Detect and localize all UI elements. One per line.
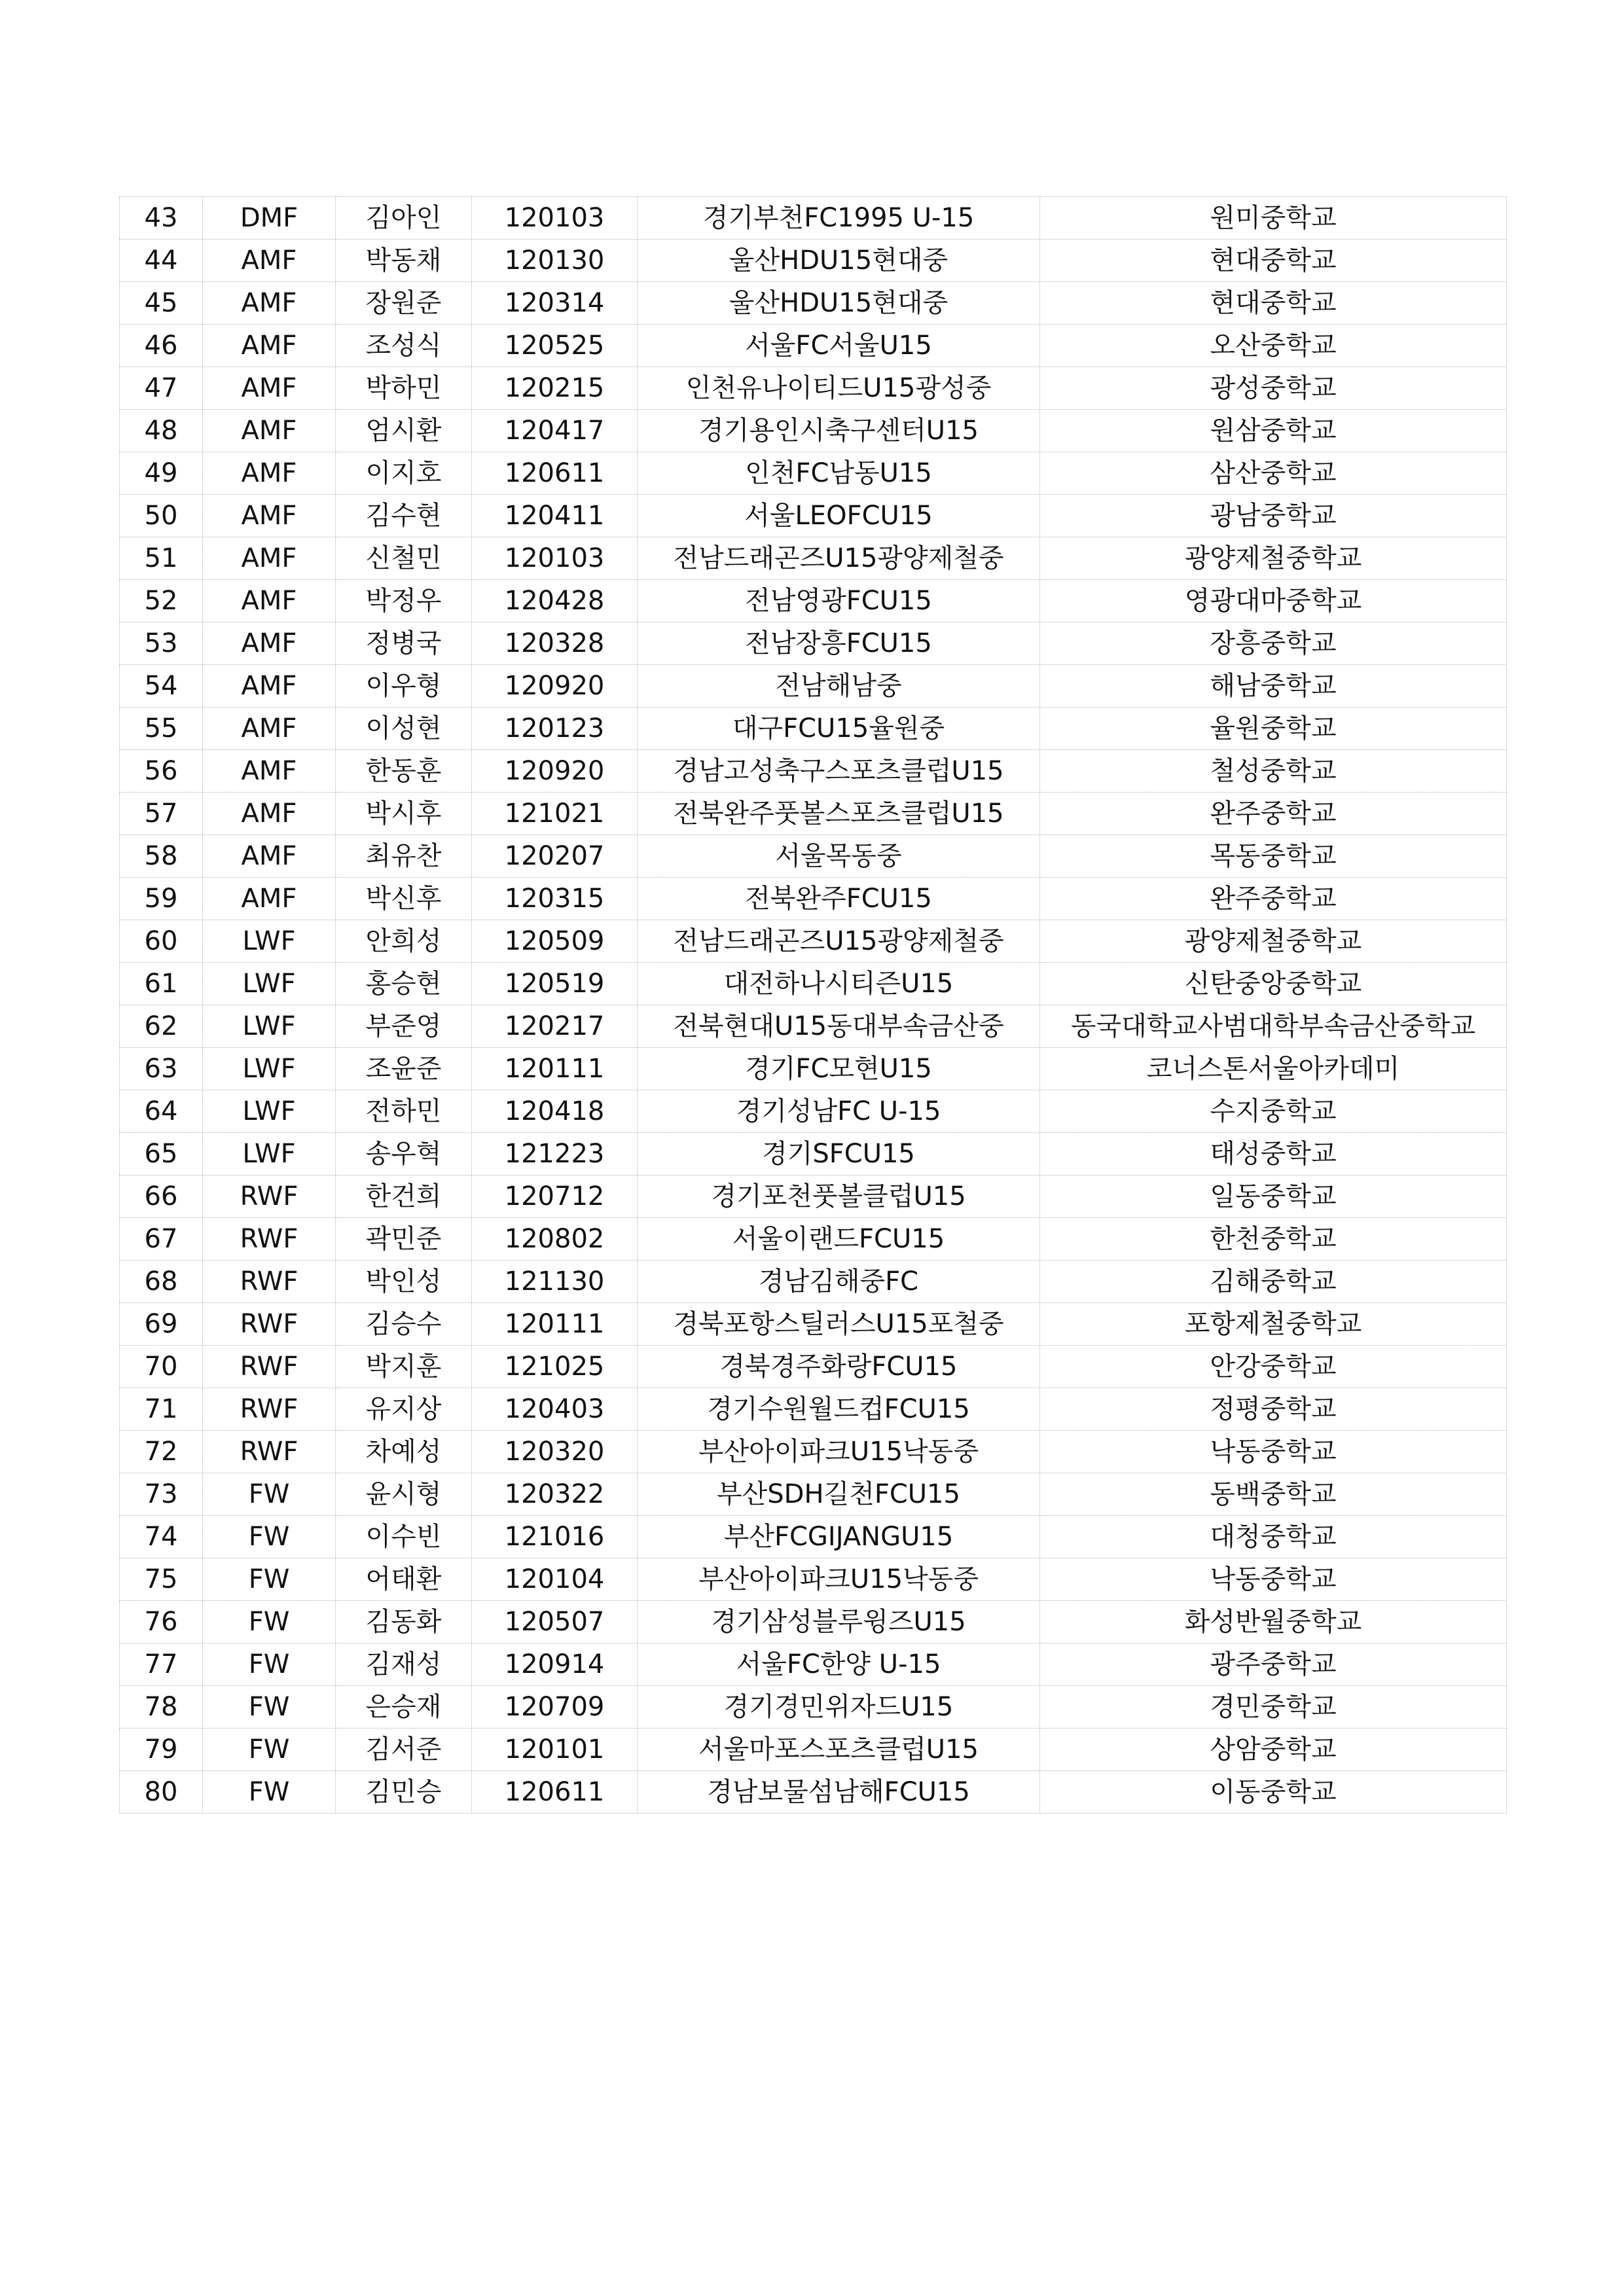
roster-table-body bbox=[120, 197, 1507, 1814]
birth-code-cell: 120111 bbox=[472, 1048, 638, 1090]
player-name-cell: 김아인 bbox=[336, 197, 472, 240]
table-row bbox=[120, 1558, 1507, 1601]
row-number-cell: 69 bbox=[120, 1303, 203, 1346]
birth-code-cell: 120519 bbox=[472, 963, 638, 1005]
club-team-cell: 전남드래곤즈U15광양제철중 bbox=[638, 537, 1040, 580]
position-cell: LWF bbox=[203, 1048, 336, 1090]
club-team-cell: 전북완주FCU15 bbox=[638, 878, 1040, 920]
club-team-cell: 전북완주풋볼스포츠클럽U15 bbox=[638, 793, 1040, 835]
position-cell: RWF bbox=[203, 1388, 336, 1431]
position-cell: AMF bbox=[203, 580, 336, 622]
player-name-cell: 정병국 bbox=[336, 622, 472, 665]
birth-code-cell: 120428 bbox=[472, 580, 638, 622]
school-cell: 광남중학교 bbox=[1040, 495, 1507, 537]
club-team-cell: 대전하나시티즌U15 bbox=[638, 963, 1040, 1005]
school-cell: 경민중학교 bbox=[1040, 1686, 1507, 1729]
school-cell: 율원중학교 bbox=[1040, 708, 1507, 750]
position-cell: FW bbox=[203, 1516, 336, 1558]
row-number-cell: 53 bbox=[120, 622, 203, 665]
row-number-cell: 73 bbox=[120, 1473, 203, 1516]
birth-code-cell: 120215 bbox=[472, 367, 638, 410]
birth-code-cell: 120328 bbox=[472, 622, 638, 665]
row-number-cell: 74 bbox=[120, 1516, 203, 1558]
birth-code-cell: 120130 bbox=[472, 240, 638, 282]
player-name-cell: 김재성 bbox=[336, 1643, 472, 1686]
row-number-cell: 72 bbox=[120, 1431, 203, 1473]
club-team-cell: 경남김해중FC bbox=[638, 1261, 1040, 1303]
table-row bbox=[120, 1431, 1507, 1473]
player-name-cell: 홍승현 bbox=[336, 963, 472, 1005]
position-cell: LWF bbox=[203, 1133, 336, 1175]
birth-code-cell: 120507 bbox=[472, 1601, 638, 1643]
row-number-cell: 66 bbox=[120, 1175, 203, 1218]
position-cell: AMF bbox=[203, 325, 336, 367]
position-cell: AMF bbox=[203, 452, 336, 495]
player-name-cell: 유지상 bbox=[336, 1388, 472, 1431]
birth-code-cell: 120104 bbox=[472, 1558, 638, 1601]
row-number-cell: 67 bbox=[120, 1218, 203, 1261]
player-name-cell: 박지훈 bbox=[336, 1346, 472, 1388]
club-team-cell: 서울FC서울U15 bbox=[638, 325, 1040, 367]
birth-code-cell: 120411 bbox=[472, 495, 638, 537]
row-number-cell: 45 bbox=[120, 282, 203, 325]
player-name-cell: 전하민 bbox=[336, 1090, 472, 1133]
table-row bbox=[120, 367, 1507, 410]
club-team-cell: 대구FCU15율원중 bbox=[638, 708, 1040, 750]
position-cell: AMF bbox=[203, 410, 336, 452]
table-row bbox=[120, 1261, 1507, 1303]
table-row bbox=[120, 240, 1507, 282]
player-name-cell: 이성현 bbox=[336, 708, 472, 750]
club-team-cell: 서울이랜드FCU15 bbox=[638, 1218, 1040, 1261]
school-cell: 삼산중학교 bbox=[1040, 452, 1507, 495]
position-cell: AMF bbox=[203, 537, 336, 580]
row-number-cell: 58 bbox=[120, 835, 203, 878]
school-cell: 영광대마중학교 bbox=[1040, 580, 1507, 622]
player-name-cell: 박동채 bbox=[336, 240, 472, 282]
table-row bbox=[120, 1048, 1507, 1090]
row-number-cell: 60 bbox=[120, 920, 203, 963]
position-cell: LWF bbox=[203, 920, 336, 963]
table-row bbox=[120, 1686, 1507, 1729]
school-cell: 일동중학교 bbox=[1040, 1175, 1507, 1218]
player-name-cell: 김동화 bbox=[336, 1601, 472, 1643]
school-cell: 동국대학교사범대학부속금산중학교 bbox=[1040, 1005, 1507, 1048]
table-row bbox=[120, 920, 1507, 963]
table-row bbox=[120, 1346, 1507, 1388]
table-row bbox=[120, 282, 1507, 325]
club-team-cell: 서울목동중 bbox=[638, 835, 1040, 878]
school-cell: 광양제철중학교 bbox=[1040, 537, 1507, 580]
table-row bbox=[120, 1601, 1507, 1643]
school-cell: 목동중학교 bbox=[1040, 835, 1507, 878]
player-name-cell: 이우형 bbox=[336, 665, 472, 708]
table-row bbox=[120, 750, 1507, 793]
position-cell: RWF bbox=[203, 1303, 336, 1346]
school-cell: 안강중학교 bbox=[1040, 1346, 1507, 1388]
player-name-cell: 박정우 bbox=[336, 580, 472, 622]
birth-code-cell: 120111 bbox=[472, 1303, 638, 1346]
player-name-cell: 은승재 bbox=[336, 1686, 472, 1729]
row-number-cell: 76 bbox=[120, 1601, 203, 1643]
row-number-cell: 56 bbox=[120, 750, 203, 793]
table-row bbox=[120, 452, 1507, 495]
row-number-cell: 57 bbox=[120, 793, 203, 835]
position-cell: RWF bbox=[203, 1218, 336, 1261]
club-team-cell: 경기경민위자드U15 bbox=[638, 1686, 1040, 1729]
school-cell: 화성반월중학교 bbox=[1040, 1601, 1507, 1643]
school-cell: 대청중학교 bbox=[1040, 1516, 1507, 1558]
table-row bbox=[120, 835, 1507, 878]
school-cell: 낙동중학교 bbox=[1040, 1431, 1507, 1473]
school-cell: 한천중학교 bbox=[1040, 1218, 1507, 1261]
table-row bbox=[120, 1005, 1507, 1048]
school-cell: 수지중학교 bbox=[1040, 1090, 1507, 1133]
player-name-cell: 엄시환 bbox=[336, 410, 472, 452]
player-name-cell: 김수현 bbox=[336, 495, 472, 537]
birth-code-cell: 120525 bbox=[472, 325, 638, 367]
club-team-cell: 울산HDU15현대중 bbox=[638, 282, 1040, 325]
row-number-cell: 63 bbox=[120, 1048, 203, 1090]
row-number-cell: 46 bbox=[120, 325, 203, 367]
row-number-cell: 80 bbox=[120, 1771, 203, 1814]
table-row bbox=[120, 1388, 1507, 1431]
birth-code-cell: 120103 bbox=[472, 537, 638, 580]
birth-code-cell: 120418 bbox=[472, 1090, 638, 1133]
birth-code-cell: 120403 bbox=[472, 1388, 638, 1431]
player-name-cell: 김민승 bbox=[336, 1771, 472, 1814]
table-row bbox=[120, 1133, 1507, 1175]
club-team-cell: 부산아이파크U15낙동중 bbox=[638, 1558, 1040, 1601]
club-team-cell: 경기포천풋볼클럽U15 bbox=[638, 1175, 1040, 1218]
player-name-cell: 김서준 bbox=[336, 1729, 472, 1771]
table-row bbox=[120, 495, 1507, 537]
birth-code-cell: 120217 bbox=[472, 1005, 638, 1048]
position-cell: LWF bbox=[203, 963, 336, 1005]
table-row bbox=[120, 1473, 1507, 1516]
school-cell: 정평중학교 bbox=[1040, 1388, 1507, 1431]
school-cell: 현대중학교 bbox=[1040, 282, 1507, 325]
birth-code-cell: 120207 bbox=[472, 835, 638, 878]
position-cell: FW bbox=[203, 1601, 336, 1643]
club-team-cell: 경기수원월드컵FCU15 bbox=[638, 1388, 1040, 1431]
school-cell: 동백중학교 bbox=[1040, 1473, 1507, 1516]
birth-code-cell: 120320 bbox=[472, 1431, 638, 1473]
school-cell: 철성중학교 bbox=[1040, 750, 1507, 793]
school-cell: 해남중학교 bbox=[1040, 665, 1507, 708]
player-name-cell: 윤시형 bbox=[336, 1473, 472, 1516]
player-name-cell: 안희성 bbox=[336, 920, 472, 963]
player-name-cell: 한동훈 bbox=[336, 750, 472, 793]
position-cell: AMF bbox=[203, 240, 336, 282]
position-cell: RWF bbox=[203, 1175, 336, 1218]
position-cell: AMF bbox=[203, 282, 336, 325]
school-cell: 신탄중앙중학교 bbox=[1040, 963, 1507, 1005]
position-cell: LWF bbox=[203, 1090, 336, 1133]
position-cell: AMF bbox=[203, 835, 336, 878]
club-team-cell: 전남해남중 bbox=[638, 665, 1040, 708]
club-team-cell: 인천유나이티드U15광성중 bbox=[638, 367, 1040, 410]
birth-code-cell: 120509 bbox=[472, 920, 638, 963]
player-name-cell: 차예성 bbox=[336, 1431, 472, 1473]
row-number-cell: 64 bbox=[120, 1090, 203, 1133]
school-cell: 원삼중학교 bbox=[1040, 410, 1507, 452]
position-cell: AMF bbox=[203, 367, 336, 410]
position-cell: RWF bbox=[203, 1261, 336, 1303]
player-name-cell: 장원준 bbox=[336, 282, 472, 325]
club-team-cell: 경기FC모현U15 bbox=[638, 1048, 1040, 1090]
school-cell: 광양제철중학교 bbox=[1040, 920, 1507, 963]
row-number-cell: 50 bbox=[120, 495, 203, 537]
club-team-cell: 경기부천FC1995 U-15 bbox=[638, 197, 1040, 240]
table-row bbox=[120, 963, 1507, 1005]
row-number-cell: 52 bbox=[120, 580, 203, 622]
school-cell: 김해중학교 bbox=[1040, 1261, 1507, 1303]
table-row bbox=[120, 325, 1507, 367]
birth-code-cell: 120611 bbox=[472, 452, 638, 495]
table-row bbox=[120, 1218, 1507, 1261]
row-number-cell: 44 bbox=[120, 240, 203, 282]
table-row bbox=[120, 1516, 1507, 1558]
player-name-cell: 김승수 bbox=[336, 1303, 472, 1346]
school-cell: 장흥중학교 bbox=[1040, 622, 1507, 665]
row-number-cell: 51 bbox=[120, 537, 203, 580]
birth-code-cell: 121223 bbox=[472, 1133, 638, 1175]
birth-code-cell: 120314 bbox=[472, 282, 638, 325]
club-team-cell: 부산SDH길천FCU15 bbox=[638, 1473, 1040, 1516]
birth-code-cell: 120920 bbox=[472, 750, 638, 793]
club-team-cell: 인천FC남동U15 bbox=[638, 452, 1040, 495]
table-row bbox=[120, 793, 1507, 835]
position-cell: FW bbox=[203, 1771, 336, 1814]
birth-code-cell: 120123 bbox=[472, 708, 638, 750]
table-row bbox=[120, 1643, 1507, 1686]
birth-code-cell: 121016 bbox=[472, 1516, 638, 1558]
birth-code-cell: 120712 bbox=[472, 1175, 638, 1218]
school-cell: 태성중학교 bbox=[1040, 1133, 1507, 1175]
player-name-cell: 한건희 bbox=[336, 1175, 472, 1218]
row-number-cell: 48 bbox=[120, 410, 203, 452]
school-cell: 이동중학교 bbox=[1040, 1771, 1507, 1814]
table-row bbox=[120, 1771, 1507, 1814]
birth-code-cell: 120315 bbox=[472, 878, 638, 920]
birth-code-cell: 120802 bbox=[472, 1218, 638, 1261]
position-cell: FW bbox=[203, 1729, 336, 1771]
table-row bbox=[120, 1175, 1507, 1218]
position-cell: FW bbox=[203, 1643, 336, 1686]
table-row bbox=[120, 1303, 1507, 1346]
table-row bbox=[120, 665, 1507, 708]
school-cell: 광주중학교 bbox=[1040, 1643, 1507, 1686]
player-name-cell: 어태환 bbox=[336, 1558, 472, 1601]
position-cell: DMF bbox=[203, 197, 336, 240]
position-cell: RWF bbox=[203, 1431, 336, 1473]
club-team-cell: 서울마포스포츠클럽U15 bbox=[638, 1729, 1040, 1771]
school-cell: 완주중학교 bbox=[1040, 878, 1507, 920]
player-name-cell: 이지호 bbox=[336, 452, 472, 495]
school-cell: 완주중학교 bbox=[1040, 793, 1507, 835]
player-name-cell: 박신후 bbox=[336, 878, 472, 920]
position-cell: LWF bbox=[203, 1005, 336, 1048]
club-team-cell: 경기성남FC U-15 bbox=[638, 1090, 1040, 1133]
row-number-cell: 77 bbox=[120, 1643, 203, 1686]
club-team-cell: 경북포항스틸러스U15포철중 bbox=[638, 1303, 1040, 1346]
club-team-cell: 경기삼성블루윙즈U15 bbox=[638, 1601, 1040, 1643]
player-name-cell: 신철민 bbox=[336, 537, 472, 580]
table-row bbox=[120, 708, 1507, 750]
birth-code-cell: 120709 bbox=[472, 1686, 638, 1729]
table-row bbox=[120, 410, 1507, 452]
row-number-cell: 59 bbox=[120, 878, 203, 920]
table-row bbox=[120, 878, 1507, 920]
birth-code-cell: 121021 bbox=[472, 793, 638, 835]
club-team-cell: 전남장흥FCU15 bbox=[638, 622, 1040, 665]
birth-code-cell: 120611 bbox=[472, 1771, 638, 1814]
school-cell: 오산중학교 bbox=[1040, 325, 1507, 367]
player-name-cell: 박하민 bbox=[336, 367, 472, 410]
position-cell: AMF bbox=[203, 878, 336, 920]
club-team-cell: 서울FC한양 U-15 bbox=[638, 1643, 1040, 1686]
school-cell: 낙동중학교 bbox=[1040, 1558, 1507, 1601]
position-cell: RWF bbox=[203, 1346, 336, 1388]
position-cell: AMF bbox=[203, 495, 336, 537]
row-number-cell: 54 bbox=[120, 665, 203, 708]
row-number-cell: 47 bbox=[120, 367, 203, 410]
position-cell: FW bbox=[203, 1473, 336, 1516]
row-number-cell: 71 bbox=[120, 1388, 203, 1431]
birth-code-cell: 120103 bbox=[472, 197, 638, 240]
school-cell: 현대중학교 bbox=[1040, 240, 1507, 282]
player-name-cell: 이수빈 bbox=[336, 1516, 472, 1558]
row-number-cell: 70 bbox=[120, 1346, 203, 1388]
row-number-cell: 43 bbox=[120, 197, 203, 240]
birth-code-cell: 120920 bbox=[472, 665, 638, 708]
club-team-cell: 경북경주화랑FCU15 bbox=[638, 1346, 1040, 1388]
position-cell: AMF bbox=[203, 708, 336, 750]
birth-code-cell: 120322 bbox=[472, 1473, 638, 1516]
table-row bbox=[120, 197, 1507, 240]
player-name-cell: 박시후 bbox=[336, 793, 472, 835]
club-team-cell: 경기SFCU15 bbox=[638, 1133, 1040, 1175]
club-team-cell: 서울LEOFCU15 bbox=[638, 495, 1040, 537]
player-name-cell: 송우혁 bbox=[336, 1133, 472, 1175]
table-row bbox=[120, 622, 1507, 665]
table-row bbox=[120, 1729, 1507, 1771]
club-team-cell: 전남영광FCU15 bbox=[638, 580, 1040, 622]
school-cell: 코너스톤서울아카데미 bbox=[1040, 1048, 1507, 1090]
row-number-cell: 68 bbox=[120, 1261, 203, 1303]
player-name-cell: 박인성 bbox=[336, 1261, 472, 1303]
birth-code-cell: 120417 bbox=[472, 410, 638, 452]
row-number-cell: 79 bbox=[120, 1729, 203, 1771]
position-cell: AMF bbox=[203, 665, 336, 708]
row-number-cell: 78 bbox=[120, 1686, 203, 1729]
player-name-cell: 조성식 bbox=[336, 325, 472, 367]
player-name-cell: 최유찬 bbox=[336, 835, 472, 878]
birth-code-cell: 121130 bbox=[472, 1261, 638, 1303]
row-number-cell: 65 bbox=[120, 1133, 203, 1175]
club-team-cell: 전북현대U15동대부속금산중 bbox=[638, 1005, 1040, 1048]
school-cell: 포항제철중학교 bbox=[1040, 1303, 1507, 1346]
position-cell: AMF bbox=[203, 793, 336, 835]
row-number-cell: 75 bbox=[120, 1558, 203, 1601]
row-number-cell: 62 bbox=[120, 1005, 203, 1048]
player-name-cell: 곽민준 bbox=[336, 1218, 472, 1261]
player-roster-table bbox=[119, 196, 1507, 1814]
table-row bbox=[120, 580, 1507, 622]
position-cell: FW bbox=[203, 1686, 336, 1729]
position-cell: AMF bbox=[203, 750, 336, 793]
row-number-cell: 49 bbox=[120, 452, 203, 495]
school-cell: 원미중학교 bbox=[1040, 197, 1507, 240]
row-number-cell: 55 bbox=[120, 708, 203, 750]
club-team-cell: 전남드래곤즈U15광양제철중 bbox=[638, 920, 1040, 963]
table-row bbox=[120, 1090, 1507, 1133]
school-cell: 광성중학교 bbox=[1040, 367, 1507, 410]
birth-code-cell: 120101 bbox=[472, 1729, 638, 1771]
club-team-cell: 경기용인시축구센터U15 bbox=[638, 410, 1040, 452]
club-team-cell: 경남보물섬남해FCU15 bbox=[638, 1771, 1040, 1814]
position-cell: FW bbox=[203, 1558, 336, 1601]
club-team-cell: 부산아이파크U15낙동중 bbox=[638, 1431, 1040, 1473]
school-cell: 상암중학교 bbox=[1040, 1729, 1507, 1771]
player-name-cell: 조윤준 bbox=[336, 1048, 472, 1090]
birth-code-cell: 120914 bbox=[472, 1643, 638, 1686]
club-team-cell: 부산FCGIJANGU15 bbox=[638, 1516, 1040, 1558]
row-number-cell: 61 bbox=[120, 963, 203, 1005]
player-name-cell: 부준영 bbox=[336, 1005, 472, 1048]
table-row bbox=[120, 537, 1507, 580]
club-team-cell: 울산HDU15현대중 bbox=[638, 240, 1040, 282]
birth-code-cell: 121025 bbox=[472, 1346, 638, 1388]
club-team-cell: 경남고성축구스포츠클럽U15 bbox=[638, 750, 1040, 793]
position-cell: AMF bbox=[203, 622, 336, 665]
